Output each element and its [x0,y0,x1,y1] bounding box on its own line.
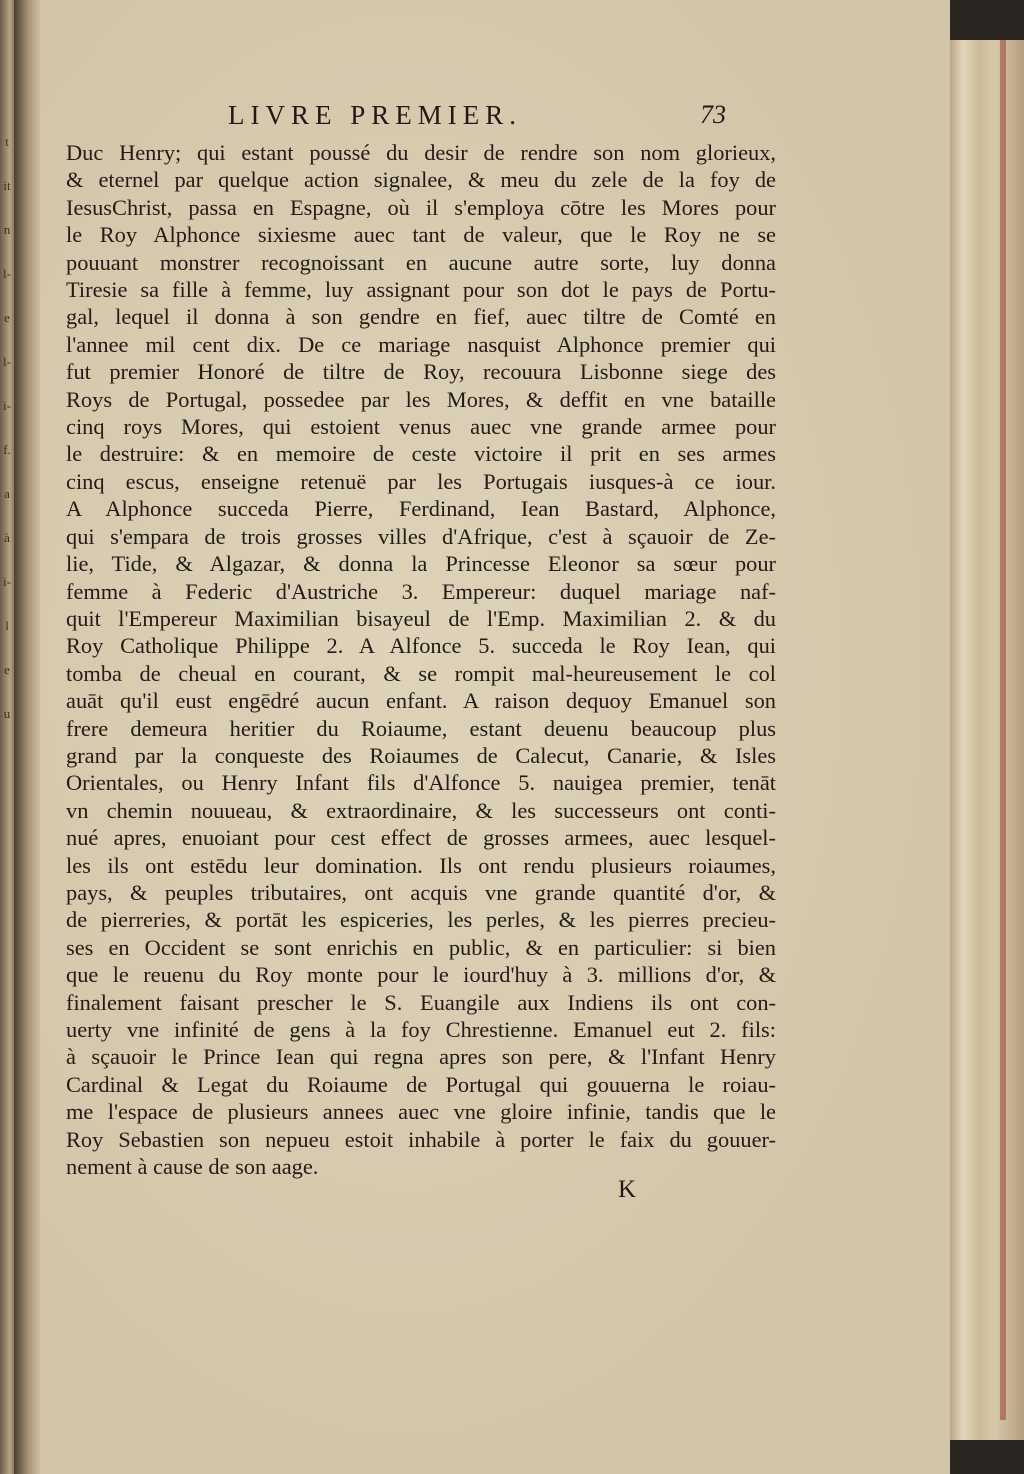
text-line: A Alphonce succeda Pierre, Ferdinand, Iean Bastard, Alphonce, [66,496,776,522]
margin-mark: n [3,222,11,237]
text-line: uerty vne infinité de gens à la foy Chrestienne. Emanuel eut 2. fils: [66,1017,776,1042]
text-line: finalement faisant prescher le S. Euangile aux Indiens ils ont con- [66,989,776,1015]
text-line: auāt qu'il eust engēdré aucun enfant. A raison dequoy Emanuel son [66,688,776,714]
text-line: quit l'Empereur Maximilian bisayeul de l'Emp. Maximilian 2. & du [66,605,776,631]
text-line: Duc Henry; qui estant poussé du desir de rendre son nom glorieux, [66,140,776,165]
text-line: gal, lequel il donna à son gendre en fief, auec tiltre de Comté en [66,304,776,330]
body-text [66,139,776,1180]
text-line: fut premier Honoré de tiltre de Roy, recouura Lisbonne siege des [66,359,776,385]
margin-mark: u [3,706,11,721]
text-line: Orientales, ou Henry Infant fils d'Alfonce 5. nauigea premier, tenāt [66,770,776,796]
margin-mark: l- [3,354,11,369]
margin-mark: l [5,618,9,633]
text-line: cinq escus, enseigne retenuë par les Portugais iusques-à ce iour. [66,468,776,494]
margin-mark: t [5,134,9,149]
text-line: grand par la conqueste des Roiaumes de Calecut, Canarie, & Isles [66,742,776,768]
text-line: lie, Tide, & Algazar, & donna la Princesse Eleonor sa sœur pour [66,551,776,577]
signature-mark: K [618,1176,637,1203]
text-line: à sçauoir le Prince Iean qui regna apres son pere, & l'Infant Henry [66,1044,776,1070]
text-line: frere demeura heritier du Roiaume, estant deuenu beaucoup plus [66,715,776,741]
text-line: Roys de Portugal, possedee par les Mores, & deffit en vne bataille [66,386,776,412]
red-edge-stain [1000,40,1006,1420]
page-number: 73 [700,100,726,129]
text-line: le Roy Alphonce sixiesme auec tant de valeur, que le Roy ne se [66,222,776,248]
text-line: de pierreries, & portāt les espiceries, les perles, & les pierres precieu- [66,907,776,933]
margin-mark: i- [3,574,11,589]
text-line: pouuant monstrer recognoissant en aucune autre sorte, luy donna [66,249,776,275]
page-block-edge [950,40,1024,1440]
text-line: les ils ont estēdu leur domination. Ils ont rendu plusieurs roiaumes, [66,852,776,878]
text-line: vn chemin nouueau, & extraordinaire, & les successeurs ont conti- [66,797,776,823]
text-line: Tiresie sa fille à femme, luy assignant pour son dot le pays de Portu- [66,277,776,303]
margin-mark: i- [3,398,11,413]
text-line: pays, & peuples tributaires, ont acquis vne grande quantité d'or, & [66,879,776,905]
text-line: ses en Occident se sont enrichis en public, & en particulier: si bien [66,934,776,960]
text-line: l'annee mil cent dix. De ce mariage nasquist Alphonce premier qui [66,331,776,357]
text-line: IesusChrist, passa en Espagne, où il s'employa cōtre les Mores pour [66,194,776,220]
margin-mark: à [4,530,10,545]
text-line: me l'espace de plusieurs annees auec vne gloire infinie, tandis que le [66,1099,776,1125]
binding-gutter [14,0,40,1474]
text-line: qui s'empara de trois grosses villes d'Afrique, c'est à sçauoir de Ze- [66,523,776,549]
text-line: nement à cause de son aage. [66,1154,319,1180]
text-line: Roy Catholique Philippe 2. A Alfonce 5. succeda le Roy Iean, qui [66,633,776,659]
text-line: nué apres, enuoiant pour cest effect de grosses armees, auec lesquel- [66,825,776,851]
running-head: LIVRE PREMIER. [228,100,523,130]
margin-mark: e [4,310,10,325]
margin-mark: f. [3,442,11,457]
margin-mark: it [3,178,11,193]
previous-page-margin-marks [0,120,14,720]
text-line: que le reuenu du Roy monte pour le iourd'huy à 3. millions d'or, & [66,962,776,988]
text-line: Roy Sebastien son nepueu estoit inhabile à porter le faix du gouuer- [66,1126,776,1152]
text-line: Cardinal & Legat du Roiaume de Portugal qui gouuerna le roiau- [66,1071,776,1097]
text-line: tomba de cheual en courant, & se rompit mal-heureusement le col [66,660,776,686]
margin-mark: l- [3,266,11,281]
text-line: cinq roys Mores, qui estoient venus auec vne grande armee pour [66,414,776,440]
margin-mark: a [4,486,10,501]
margin-mark: e [4,662,10,677]
text-line: & eternel par quelque action signalee, & meu du zele de la foy de [66,167,776,193]
text-line: le destruire: & en memoire de ceste victoire il prit en ses armes [66,441,776,467]
text-line: femme à Federic d'Austriche 3. Empereur: duquel mariage naf- [66,578,776,604]
